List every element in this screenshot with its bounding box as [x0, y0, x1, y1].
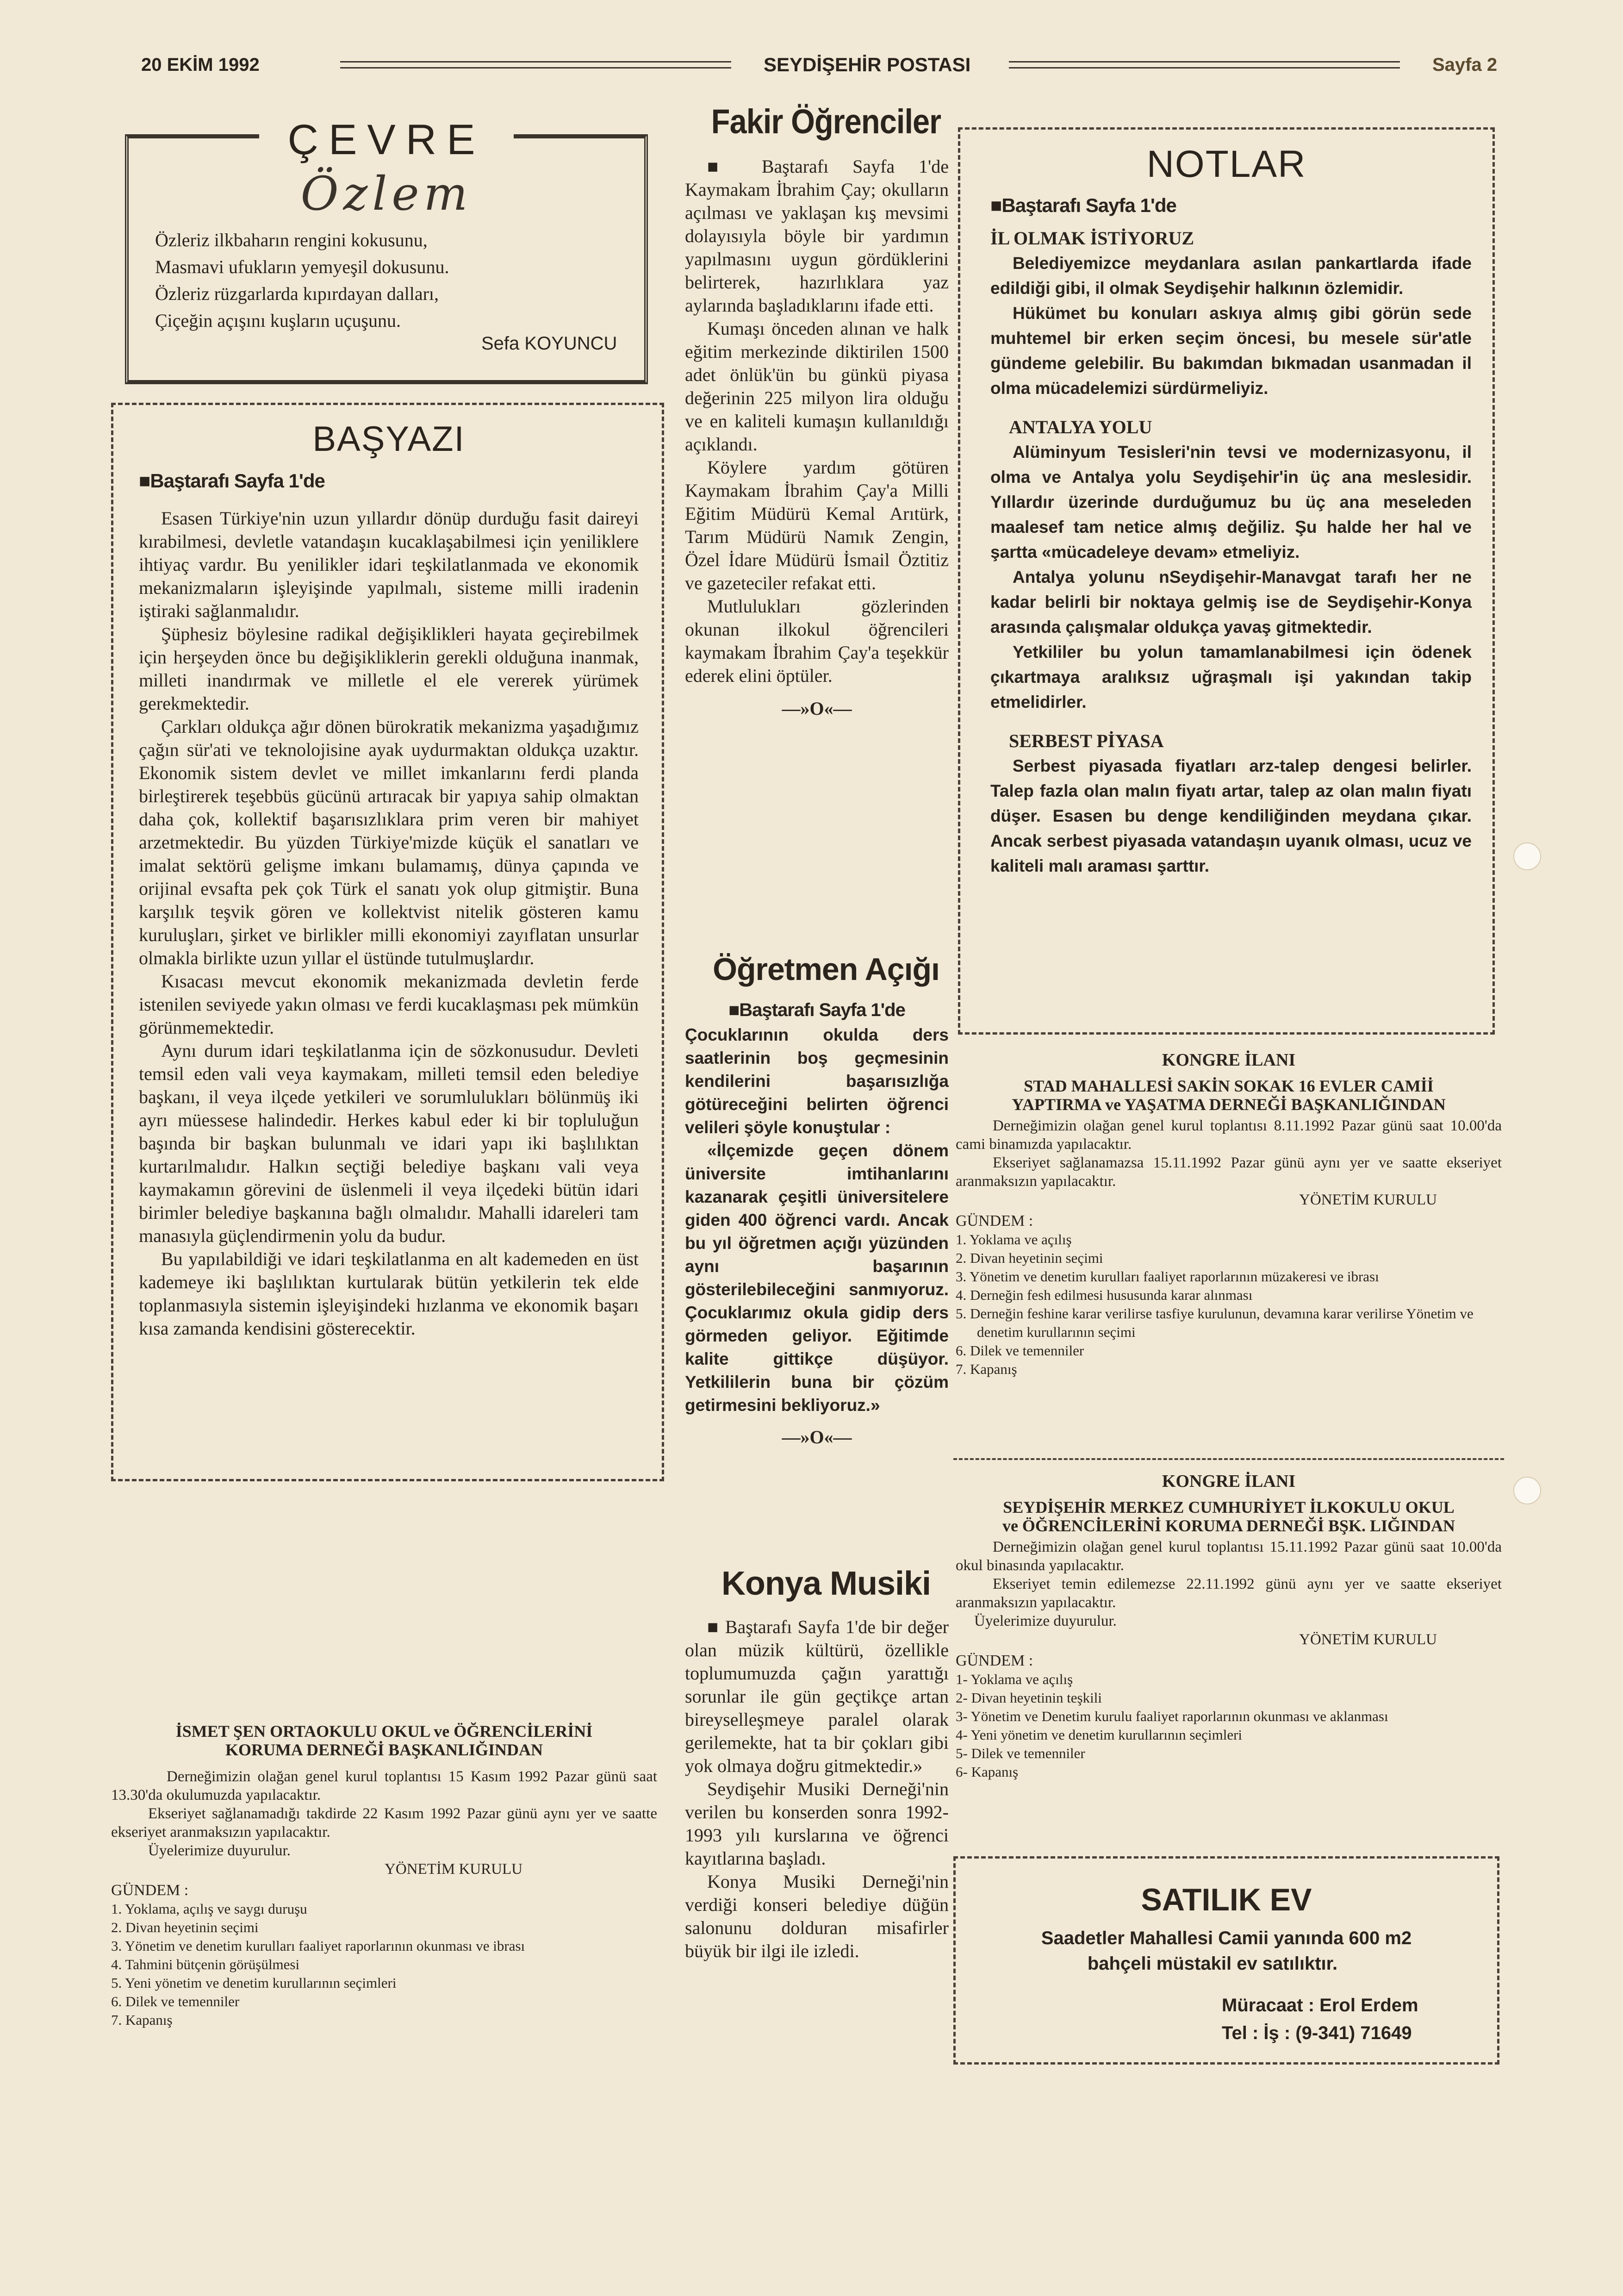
- fakir-body: [685, 155, 949, 719]
- kongre-title: STAD MAHALLESİ SAKİN SOKAK 16 EVLER CAMİİ: [1024, 1077, 1434, 1095]
- fakir-paragraph: Kumaşı önceden alınan ve halk eğitim merkezinde diktirilen 1500 adet önlük'ün bu günkü piyasa değerinin 225 milyon lira olduğu ve en kaliteli kumaşın kullanıldığı açıklandı.: [685, 318, 949, 455]
- poem-line: Özleriz ilkbaharın rengini kokusunu,: [155, 230, 428, 250]
- satilik-text: Saadetler Mahallesi Camii yanında 600 m2: [1041, 1928, 1412, 1948]
- page-number: Sayfa 2: [1432, 55, 1498, 75]
- ismet-ilan-text: Derneğimizin olağan genel kurul toplantısı 15 Kasım 1992 Pazar günü saat 13.30'da okulumuzda yapılacaktır.: [111, 1768, 657, 1803]
- gundem-item: 3- Yönetim ve Denetim kurulu faaliyet raporlarının okunması ve aklanması: [956, 1708, 1388, 1724]
- poem-author: Sefa KOYUNCU: [481, 333, 617, 354]
- fakir-paragraph: ■ Baştarafı Sayfa 1'de Kaymakam İbrahim Çay; okulların açılması ve yaklaşan kış mevsimi dolayısıyla böyle bir yardımın yapılmasını uygun gördüklerini belirterek, hazırlıklara yaz aylarında başladıklarını ifade etti.: [685, 156, 949, 316]
- notlar-paragraph: Alüminyum Tesisleri'nin tevsi ve modernizasyonu, il olma ve Antalya yolu Seydişehir'in üç ana meslesidir. Yıllardır üzerinde durduğumuz bu üç ana meseleden maalesef tam netice almış değiliz. Şu halde her hal ve şartta «mücadeleye devam» etmeliyiz.: [990, 443, 1472, 562]
- kongre-gundem-list: [956, 1670, 1502, 1781]
- kongre-title: SEYDİŞEHİR MERKEZ CUMHURİYET İLKOKULU OKUL: [1003, 1498, 1455, 1516]
- kongre-text: Derneğimizin olağan genel kurul toplantısı 15.11.1992 Pazar günü saat 10.00'da okul binasında yapılacaktır.: [956, 1539, 1502, 1574]
- poem-line: Özleriz rüzgarlarda kıpırdayan dalları,: [155, 283, 439, 304]
- poem-title: Özlem: [300, 167, 473, 221]
- konya-paragraph: Konya Musiki Derneği'nin verdiği konseri belediye düğün salonunu dolduran misafirler büyük bir ilgi ile izledi.: [685, 1871, 949, 1961]
- notlar-heading: SERBEST PİYASA: [1009, 730, 1164, 751]
- ismet-ilan-title: KORUMA DERNEĞİ BAŞKANLIĞINDAN: [225, 1741, 543, 1759]
- fakir-title: Fakir Öğrenciler: [711, 102, 941, 141]
- notlar-paragraph: Yetkililer bu yolun tamamlanabilmesi için ödenek çıkartmaya aralıksız uğraşmalı işi yakından takip etmelidirler.: [990, 643, 1472, 711]
- gundem-item: 1. Yoklama, açılış ve saygı duruşu: [111, 1901, 307, 1917]
- notlar-paragraph: Antalya yolunu nSeydişehir-Manavgat tarafı her ne kadar belirli bir noktaya gelmiş ise de Seydişehir-Konya arasında çalışmalar oldukça yavaş gitmektedir.: [990, 568, 1472, 636]
- ismet-ilan-text: Üyelerimize duyurulur.: [148, 1842, 291, 1859]
- kongre-ilan-2: [956, 1472, 1502, 1781]
- kongre-text: Ekseriyet sağlanamazsa 15.11.1992 Pazar günü aynı yer ve saatte ekseriyet aranmaksızın yapılacaktır.: [956, 1154, 1502, 1190]
- satilik-title: SATILIK EV: [1141, 1882, 1312, 1917]
- notlar-paragraph: Serbest piyasada fiyatları arz-talep dengesi belirler. Talep fazla olan malın fiyatı artar, talep az olan malın fiyatı düşer. Esasen bu denge kendiliğinden meydana çıkar. Ancak serbest piyasada vatandaşın uyanık olması, ucuz ve kaliteli malı araması şarttır.: [990, 756, 1472, 875]
- notlar-title: NOTLAR: [1146, 143, 1306, 185]
- kongre-divider: [953, 1458, 1504, 1460]
- basyazi-body: [139, 507, 639, 1340]
- kongre-sign: YÖNETİM KURULU: [1299, 1192, 1437, 1208]
- ogretmen-body: [685, 1000, 949, 1448]
- gundem-item: 4. Derneğin fesh edilmesi hususunda karar alınması: [956, 1287, 1253, 1303]
- kongre-label: KONGRE İLANI: [1162, 1472, 1296, 1491]
- basyazi-ref: ■Baştarafı Sayfa 1'de: [139, 470, 325, 492]
- cevre-title: ÇEVRE: [259, 116, 514, 164]
- gundem-item: 5. Derneğin feshine karar verilirse tasfiye kurulunun, devamına karar verilirse Yönetim ve denetim kurullarının seçimi: [956, 1305, 1474, 1340]
- konya-title: Konya Musiki: [721, 1565, 931, 1602]
- notlar-heading: İL OLMAK İSTİYORUZ: [990, 228, 1194, 249]
- ogretmen-separator: —»O«—: [782, 1427, 852, 1447]
- ismet-ilan-title: İSMET ŞEN ORTAOKULU OKUL ve ÖĞRENCİLERİNİ: [175, 1722, 593, 1741]
- gundem-item: 4- Yeni yönetim ve denetim kurullarının seçimleri: [956, 1727, 1243, 1743]
- gundem-item: 6. Dilek ve temenniler: [111, 1993, 240, 2009]
- ismet-gundem-list: [111, 1900, 657, 2029]
- notlar-ref: ■Baştarafı Sayfa 1'de: [990, 194, 1176, 216]
- header-rule-left: [340, 61, 731, 69]
- fakir-separator: —»O«—: [782, 698, 852, 719]
- basyazi-title: BAŞYAZI: [312, 419, 465, 459]
- notlar-heading: ANTALYA YOLU: [1009, 417, 1152, 437]
- ismet-ilan: [111, 1722, 657, 2029]
- punch-hole: [1513, 842, 1541, 870]
- gundem-item: 4. Tahmini bütçenin görüşülmesi: [111, 1956, 300, 1972]
- ismet-ilan-sign: YÖNETİM KURULU: [385, 1861, 522, 1878]
- konya-paragraph: ■ Baştarafı Sayfa 1'de bir değer olan müzik kültürü, özellikle toplumumuzda çağın yarattığı sorunlar ile gün geçtikçe artan bireyselleşmeye paralel olarak gerilemekte, hat ta bir çokları gibi yok olmaya doğru gitmektedir.»: [685, 1616, 949, 1776]
- ogretmen-paragraph: «İlçemizde geçen dönem üniversite imtihanlarını kazanarak çeşitli üniversitelere giden 400 öğrenci vardı. Ancak bu yıl öğretmen açığı yüzünden aynı başarının gösterilebileceğini sanmıyoruz. Çocuklarımız okula gidip ders görmeden geliyor. Eğitimde kalite gittikçe düşüyor. Yetkililerin buna bir çözüm getirmesini bekliyoruz.»: [685, 1141, 949, 1415]
- gundem-item: 2. Divan heyetinin seçimi: [956, 1250, 1103, 1266]
- gundem-item: 1- Yoklama ve açılış: [956, 1671, 1073, 1687]
- basyazi-paragraph: Kısacası mevcut ekonomik mekanizmada devletin ferde istenilen seviyede yakın olması ve ferdi kucaklaşması pek mümkün görünmemektedir.: [139, 971, 639, 1038]
- gundem-item: 5. Yeni yönetim ve denetim kurullarının seçimleri: [111, 1975, 397, 1991]
- kongre-gundem-list: [956, 1230, 1502, 1379]
- gundem-item: 2- Divan heyetinin teşkili: [956, 1690, 1102, 1706]
- basyazi-paragraph: Aynı durum idari teşkilatlanma için de sözkonusudur. Devleti temsil eden vali veya kaymakam, milleti temsil eden belediye başkanı, il veya ilçede yetkileri ve sorumlulukları bölünmüş iki ayrı müessese halindedir. Herkes kabul eder ki bir topluluğun başında bir başkan bulunmalı ve idari yapı iki başlılıktan kurtarılmalıdır. Halkın seçtiği belediye başkanı vali veya kaymakamın görevini de üslenmeli il veya ilçedeki bütün idari birimler belediye başkanına bağlı olmalıdır. Mahalli idareleri tam manasıyla güçlendirmenin yolu da budur.: [139, 1040, 639, 1246]
- gundem-item: 2. Divan heyetinin seçimi: [111, 1919, 259, 1935]
- basyazi-paragraph: Bu yapılabildiği ve idari teşkilatlanma en alt kademeden en üst kademeye iki başlılıktan kurtularak bütün yetkilerin tek elde toplanmasıyla sistemin işleyişindeki hızlanma ve ekonomik başarı kısa zamanda kendisini gösterecektir.: [139, 1248, 639, 1339]
- header-rule-right: [1009, 61, 1400, 69]
- gundem-item: 3. Yönetim ve denetim kurulları faaliyet raporlarının okunması ve ibrası: [111, 1938, 525, 1954]
- konya-body: [685, 1616, 949, 1963]
- konya-paragraph: Seydişehir Musiki Derneği'nin verilen bu konserden sonra 1992-1993 yılı kurslarına ve öğrenci kayıtlarına başladı.: [685, 1778, 949, 1869]
- gundem-item: 1. Yoklama ve açılış: [956, 1231, 1072, 1248]
- poem-line: Masmavi ufukların yemyeşil dokusunu.: [155, 256, 449, 277]
- gundem-item: 7. Kapanış: [111, 2012, 173, 2028]
- fakir-paragraph: Köylere yardım götüren Kaymakam İbrahim Çay'a Milli Eğitim Müdürü Kemal Arıtürk, Tarım Müdürü Namık Zengin, Özel İdare Müdürü İsmail Öztitiz ve gazeteciler refakat etti.: [685, 457, 949, 593]
- kongre-ilan-1: [956, 1051, 1502, 1379]
- issue-date: 20 EKİM 1992: [141, 55, 260, 75]
- kongre-gundem-label: GÜNDEM :: [956, 1652, 1033, 1669]
- kongre-text: Ekseriyet temin edilemezse 22.11.1992 günü aynı yer ve saatte ekseriyet aranmaksızın yapılacaktır.: [956, 1576, 1502, 1611]
- newspaper-name: SEYDİŞEHİR POSTASI: [764, 54, 971, 75]
- notlar-paragraph: Hükümet bu konuları askıya almış gibi görün sede muhtemel bir erken seçim öncesi, bu mesele sür'atle gündeme gelebilir. Bu bakımdan bıkmadan usanmadan il olma mücadelemizi sürdürmeliyiz.: [990, 304, 1472, 398]
- basyazi-paragraph: Esasen Türkiye'nin uzun yıllardır dönüp durduğu fasit daireyi kırabilmesi, devletle vatandaşın kucaklaşabilmesi için yeniliklere ihtiyaç vardır. Bu yenilikler idari teşkilatlanmada ve ekonomik mekanizmaların işleyişinde yapılmalı, sisteme milli iradenin iştiraki sağlanmalıdır.: [139, 508, 639, 621]
- poem-line: Çiçeğin açışını kuşların uçuşunu.: [155, 310, 401, 331]
- satilik-contact: Müracaat : Erol Erdem: [1222, 1995, 1418, 2015]
- basyazi-paragraph: Şüphesiz böylesine radikal değişiklikleri hayata geçirebilmek için herşeyden önce bu değişikliklerin gerekli olduğuna inanmak, milleti inandırmak ve milletle el ele vererek yürümek gerekmektedir.: [139, 624, 639, 714]
- punch-hole: [1513, 1477, 1541, 1504]
- kongre-title: YAPTIRMA ve YAŞATMA DERNEĞİ BAŞKANLIĞINDAN: [1012, 1095, 1446, 1114]
- satilik-tel: Tel : İş : (9-341) 71649: [1222, 2023, 1412, 2043]
- kongre-title: ve ÖĞRENCİLERİNİ KORUMA DERNEĞİ BŞK. LIĞINDAN: [1002, 1516, 1455, 1535]
- notlar-paragraph: Belediyemizce meydanlara asılan pankartlarda ifade edildiği gibi, il olmak Seydişehir halkının özlemidir.: [990, 254, 1472, 298]
- poem-lines: [155, 227, 636, 334]
- kongre-sign: YÖNETİM KURULU: [1299, 1631, 1437, 1648]
- gundem-item: 6. Dilek ve temenniler: [956, 1342, 1084, 1359]
- gundem-item: 3. Yönetim ve denetim kurulları faaliyet raporlarının müzakeresi ve ibrası: [956, 1268, 1379, 1285]
- gundem-item: 7. Kapanış: [956, 1361, 1017, 1377]
- gundem-item: 5- Dilek ve temenniler: [956, 1745, 1085, 1761]
- fakir-paragraph: Mutlulukları gözlerinden okunan ilkokul öğrencileri kaymakam İbrahim Çay'a teşekkür ederek elini öptüler.: [685, 596, 949, 686]
- basyazi-paragraph: Çarkları oldukça ağır dönen bürokratik mekanizma yaşadığımız çağın sür'ati ve teknolojisine ayak uydurmaktan oldukça uzaktır. Ekonomik sistem devlet ve millet imkanlarını ferdi planda birleştirerek teşebbüs gücünü artıracak bir yapıya sahip olmaktan daha çok, kollektif başarısızlıklara prim veren bir mahiyet arzetmektedir. Bu yüzden Türkiye'mizde küçük el sanatları ve imalat sektörü gelişme imkanı bulamamış, dünya çapında ve orijinal evsafta pek çok Türk el sanatı yok olup gitmiştir. Buna karşılık teşvik gören ve kollektvist nitelik gösteren kamu kuruluşları, şirket ve birlikler milli ekonomiyi zayıflatan unsurlar olmakla birlikte uzun yıllar el üstünde tutulmuşlardır.: [139, 716, 639, 968]
- gundem-item: 6- Kapanış: [956, 1764, 1019, 1780]
- notlar-body: [990, 194, 1472, 879]
- kongre-text: Derneğimizin olağan genel kurul toplantısı 8.11.1992 Pazar günü saat 10.00'da cami binamızda yapılacaktır.: [956, 1117, 1502, 1153]
- ismet-gundem-label: GÜNDEM :: [111, 1882, 189, 1899]
- ogretmen-title: Öğretmen Açığı: [713, 952, 939, 987]
- ismet-ilan-text: Ekseriyet sağlanamadığı takdirde 22 Kasım 1992 Pazar günü aynı yer ve saatte ekseriyet aranmaksızın yapılacaktır.: [111, 1805, 657, 1841]
- kongre-label: KONGRE İLANI: [1162, 1050, 1296, 1070]
- kongre-text: Üyelerimize duyurulur.: [974, 1613, 1117, 1629]
- satilik-text: bahçeli müstakil ev satılıktır.: [1087, 1953, 1338, 1974]
- ogretmen-paragraph: Çocuklarının okulda ders saatlerinin boş geçmesinin kendilerini başarısızlığa götüreceğini belirten öğrenci velileri şöyle konuştular :: [685, 1025, 949, 1137]
- kongre-gundem-label: GÜNDEM :: [956, 1212, 1033, 1229]
- ogretmen-ref: ■Baştarafı Sayfa 1'de: [728, 1000, 905, 1020]
